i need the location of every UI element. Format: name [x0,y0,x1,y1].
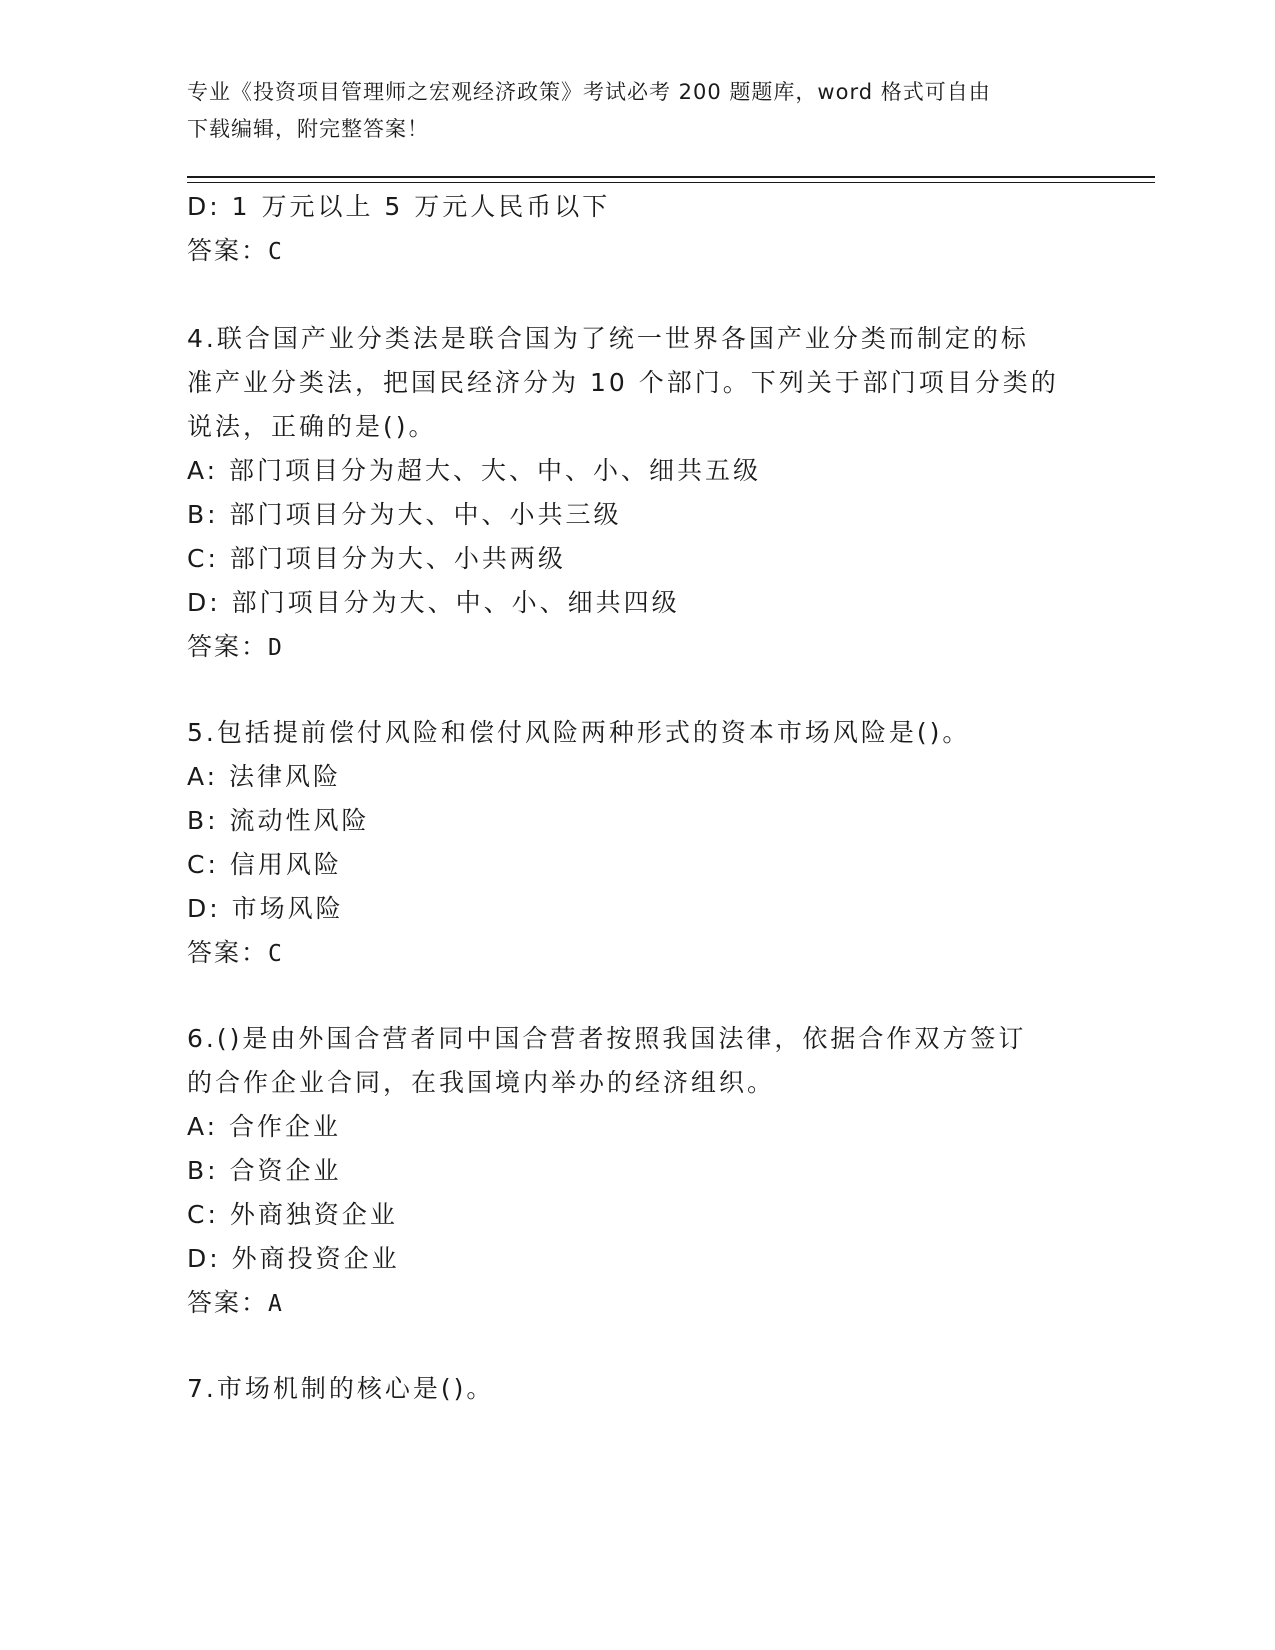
header-line-2: 下载编辑，附完整答案！ [187,117,429,141]
header-divider-thin [187,182,1155,183]
q4-stem-line-1: 4.联合国产业分类法是联合国为了统一世界各国产业分类而制定的标 [187,324,1029,353]
q5-answer [187,936,285,971]
q6-answer [187,1286,285,1321]
q5-option-a: A: 法律风险 [187,762,342,791]
q4-option-d: D: 部门项目分为大、中、小、细共四级 [187,588,680,617]
q4-stem-line-2: 准产业分类法，把国民经济分为 10 个部门。下列关于部门项目分类的 [187,368,1059,397]
q5-option-c: C: 信用风险 [187,850,342,879]
q5-option-b: B: 流动性风险 [187,806,370,835]
q6-option-d: D: 外商投资企业 [187,1244,400,1273]
q6-option-a: A: 合作企业 [187,1112,342,1141]
q3-answer [187,234,285,269]
answer-value: A [268,1291,285,1317]
q4-answer [187,630,285,665]
answer-value: C [268,941,285,967]
answer-value: D [268,635,285,661]
answer-label: 答案： [187,938,269,967]
q4-stem-line-3: 说法，正确的是()。 [187,412,437,441]
q4-option-c: C: 部门项目分为大、小共两级 [187,544,566,573]
q5-option-d: D: 市场风险 [187,894,344,923]
q3-option-d: D: 1 万元以上 5 万元人民币以下 [187,192,611,221]
q6-option-b: B: 合资企业 [187,1156,342,1185]
q4-option-b: B: 部门项目分为大、中、小共三级 [187,500,622,529]
answer-label: 答案： [187,1288,269,1317]
q6-stem-line-2: 的合作企业合同，在我国境内举办的经济组织。 [187,1068,776,1097]
q4-option-a: A: 部门项目分为超大、大、中、小、细共五级 [187,456,762,485]
header-divider-thick [187,176,1155,178]
q6-option-c: C: 外商独资企业 [187,1200,398,1229]
q5-stem-line-1: 5.包括提前偿付风险和偿付风险两种形式的资本市场风险是()。 [187,718,971,747]
q6-stem-line-1: 6.()是由外国合营者同中国合营者按照我国法律，依据合作双方签订 [187,1024,1027,1053]
answer-label: 答案： [187,632,269,661]
answer-label: 答案： [187,236,269,265]
header-line-1: 专业《投资项目管理师之宏观经济政策》考试必考 200 题题库，word 格式可自由 [187,80,991,104]
q7-stem-line-1: 7.市场机制的核心是()。 [187,1374,495,1403]
answer-value: C [268,239,285,265]
document-header [187,74,1087,148]
